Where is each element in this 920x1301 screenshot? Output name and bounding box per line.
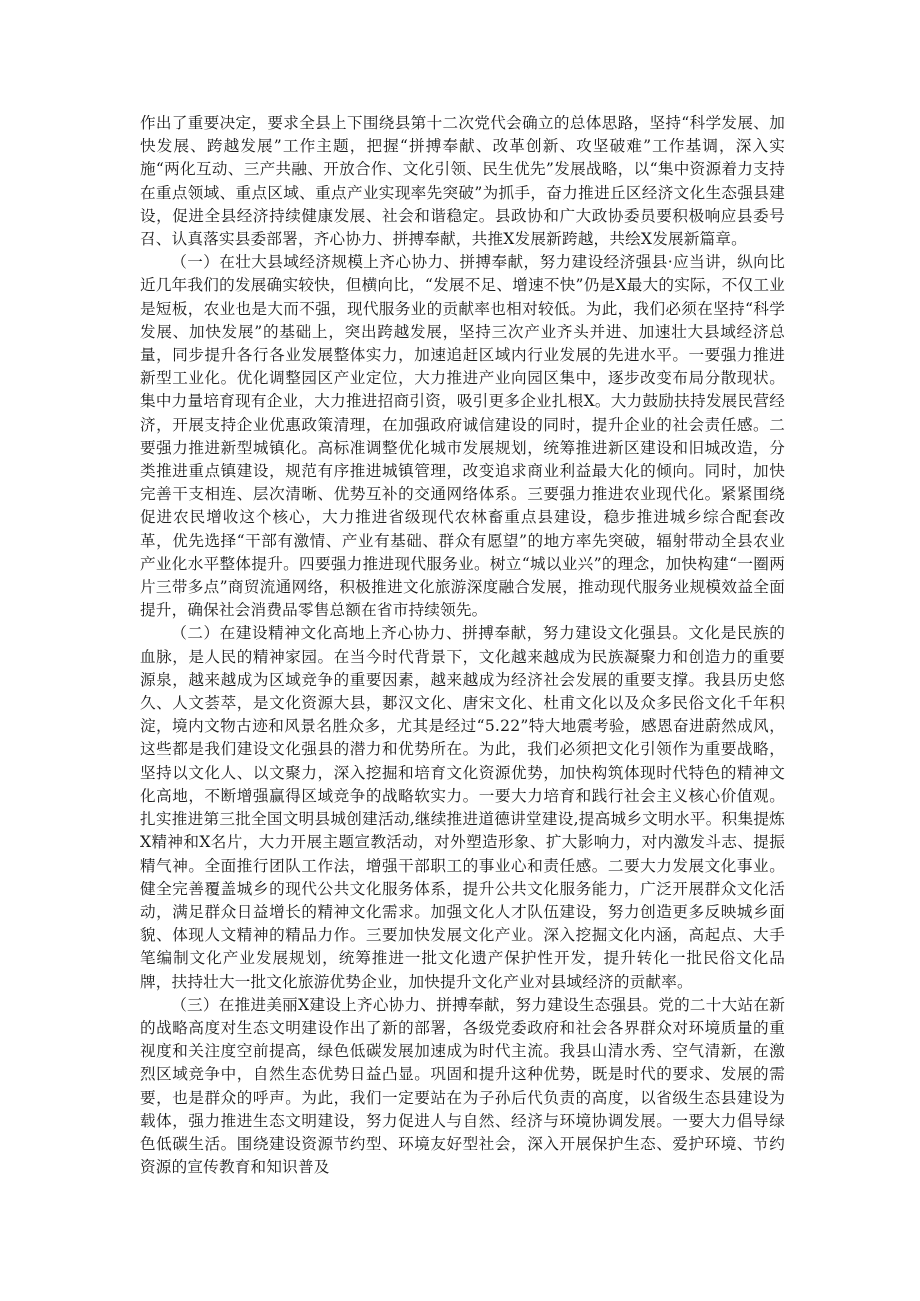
paragraph-economy: （一）在壮大县域经济规模上齐心协力、拼搏奉献，努力建设经济强县·应当讲，纵向比近几年我们的发展确实较快，但横向比，“发展不足、增速不快”仍是X最大的实际，不仅工业是短板，农业也是大而不强，现代服务业的贡献率也相对较低。为此，我们必须在坚持“科学发展、加快发展”的基础上，突出跨越发展，坚持三次产业齐头并进、加速壮大县域经济总量，同步提升各行各业发展整体实力，加速追赶区域内行业发展的先进水平。一要强力推进新型工业化。优化调整园区产业定位，大力推进产业向园区集中，逐步改变布局分散现状。集中力量培育现有企业，大力推进招商引资，吸引更多企业扎根X。大力鼓励扶持发展民营经济，开展支持企业优惠政策清理，在加强政府诚信建设的同时，提升企业的社会责任感。二要强力推进新型城镇化。高标准调整优化城市发展规划，统筹推进新区建设和旧城改造，分类推进重点镇建设，规范有序推进城镇管理，改变追求商业利益最大化的倾向。同时，加快完善干支相连、层次清晰、优势互补的交通网络体系。三要强力推进农业现代化。紧紧围绕促进农民增收这个核心，大力推进省级现代农林畜重点县建设，稳步推进城乡综合配套改革，优先选择“干部有激情、产业有基础、群众有愿望”的地方率先突破，辐射带动全县农业产业化水平整体提升。四要强力推进现代服务业。树立“城以业兴”的理念，加快构建“一圈两片三带多点”商贸流通网络，积极推进文化旅游深度融合发展，推动现代服务业规模效益全面提升，确保社会消费品零售总额在省市持续领先。	[140, 253, 785, 620]
paragraph-culture: （二）在建设精神文化高地上齐心协力、拼搏奉献，努力建设文化强县。文化是民族的血脉，是人民的精神家园。在当今时代背景下，文化越来越成为民族凝聚力和创造力的重要源泉，越来越成为区域竞争的重要因素，越来越成为经济社会发展的重要支撑。我县历史悠久、人文荟萃，是文化资源大县，郪汉文化、唐宋文化、杜甫文化以及众多民俗文化千年积淀，境内文物古迹和风景名胜众多，尤其是经过“5.22”特大地震考验，感恩奋进蔚然成风，这些都是我们建设文化强县的潜力和优势所在。为此，我们必须把文化引领作为重要战略，坚持以文化人、以文聚力，深入挖掘和培育文化资源优势，加快构筑体现时代特色的精神文化高地，不断增强赢得区域竞争的战略软实力。一要大力培育和践行社会主义核心价值观。扎实推进第三批全国文明县城创建活动,继续推进道德讲堂建设,提高城乡文明水平。积集提炼X精神和X名片，大力开展主题宣教活动，对外塑造形象、扩大影响力，对内激发斗志、提振精气神。全面推行团队工作法，增强干部职工的事业心和责任感。二要大力发展文化事业。健全完善覆盖城乡的现代公共文化服务体系，提升公共文化服务能力，广泛开展群众文化活动，满足群众日益增长的精神文化需求。加强文化人才队伍建设，努力创造更多反映城乡面貌、体现人文精神的精品力作。三要加快发展文化产业。深入挖掘文化内涵，高起点、大手笔编制文化产业发展规划，统筹推进一批文化遗产保护性开发，提升转化一批民俗文化品牌，扶持壮大一批文化旅游优势企业，加快提升文化产业对县域经济的贡献率。	[140, 624, 785, 991]
paragraph-intro: 作出了重要决定，要求全县上下围绕县第十二次党代会确立的总体思路，坚持“科学发展、加快发展、跨越发展”工作主题，把握“拼搏奉献、改革创新、攻坚破难”工作基调，深入实施“两化互动、三产共融、开放合作、文化引领、民生优先”发展战略，以“集中资源着力支持在重点领域、重点区域、重点产业实现率先突破”为抓手，奋力推进丘区经济文化生态强县建设，促进全县经济持续健康发展、社会和谐稳定。县政协和广大政协委员要积极响应县委号召、认真落实县委部署，齐心协力、拼搏奉献，共推X发展新跨越，共绘X发展新篇章。	[140, 114, 785, 249]
document-body	[140, 112, 785, 1179]
paragraph-ecology: （三）在推进美丽X建设上齐心协力、拼搏奉献，努力建设生态强县。党的二十大站在新的战略高度对生态文明建设作出了新的部署，各级党委政府和社会各界群众对环境质量的重视度和关注度空前提高，绿色低碳发展加速成为时代主流。我县山清水秀、空气清新，在激烈区域竞争中，自然生态优势日益凸显。巩固和提升这种优势，既是时代的要求、发展的需要，也是群众的呼声。为此，我们一定要站在为子孙后代负责的高度，以省级生态县建设为载体，强力推进生态文明建设，努力促进人与自然、经济与环境协调发展。一要大力倡导绿色低碳生活。围绕建设资源节约型、环境友好型社会，深入开展保护生态、爱护环境、节约资源的宣传教育和知识普及	[140, 995, 785, 1177]
